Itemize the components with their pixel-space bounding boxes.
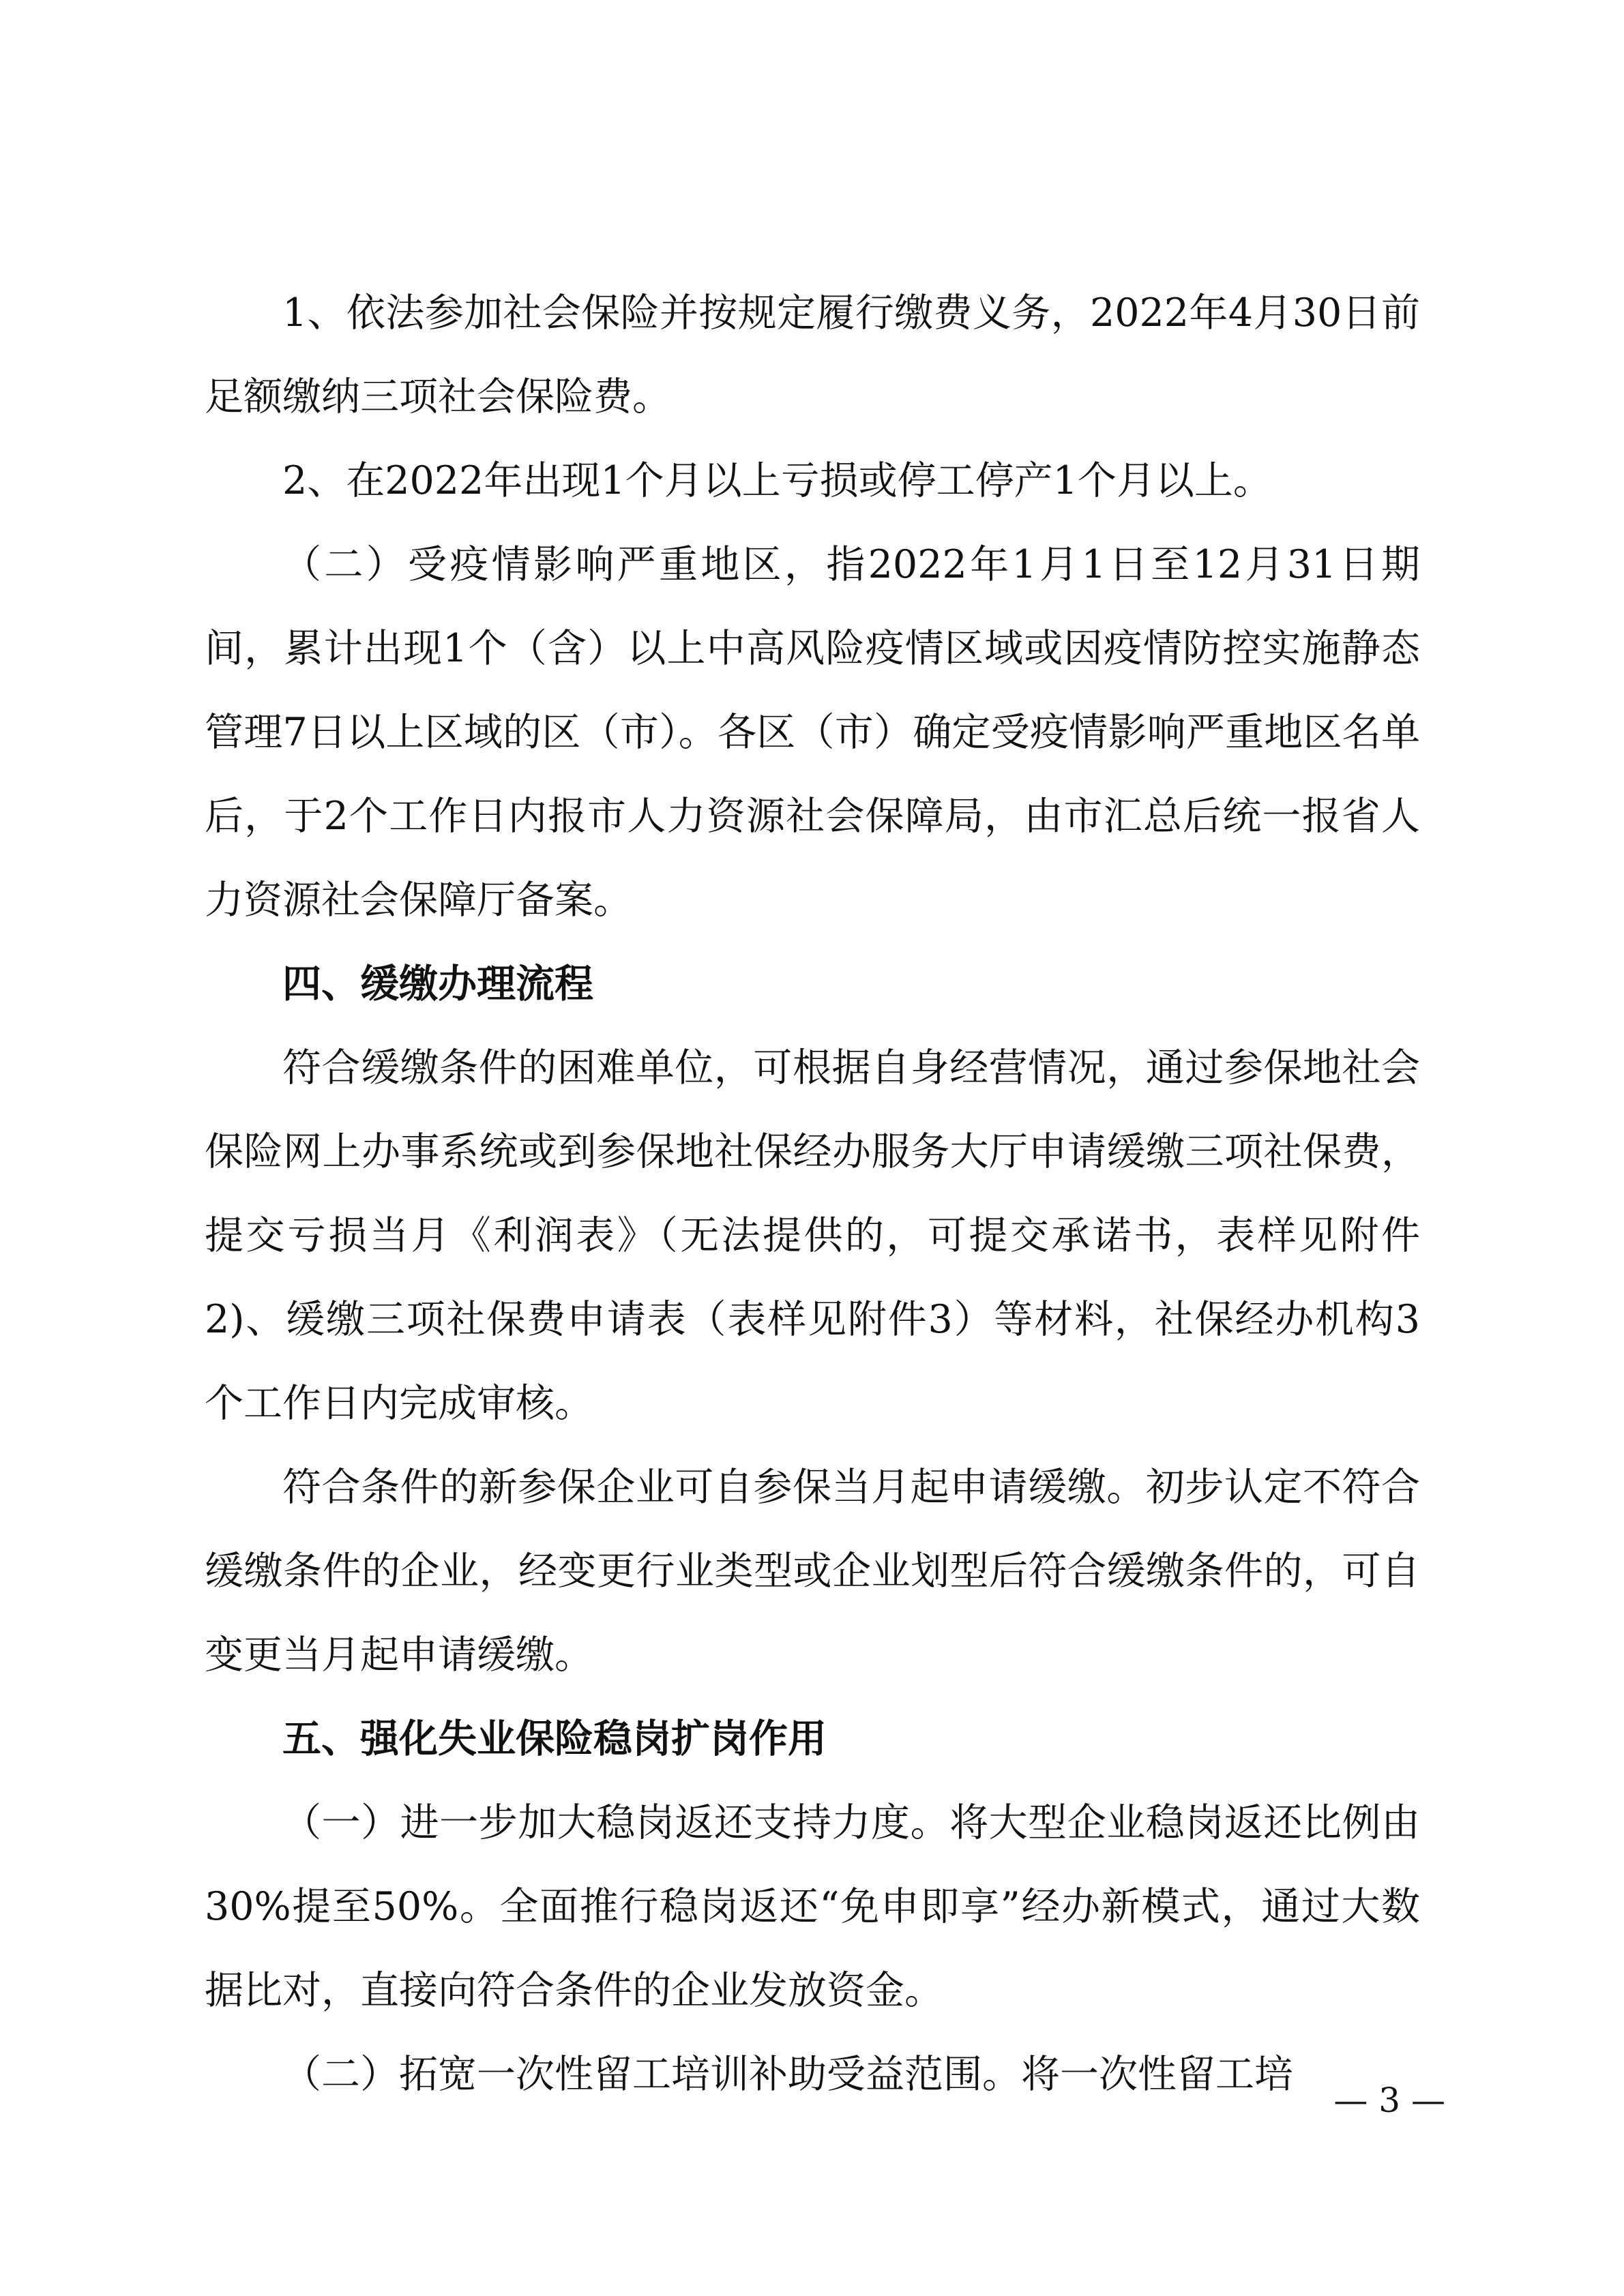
affected-area-definition-paragraph: （二）受疫情影响严重地区，指2022年1月1日至12月31日期间，累计出现1个（含）以上中高风险疫情区域或因疫情防控实施静态管理7日以上区域的区（市）。各区（市）确定受疫情影响严重地区名单后，于2个工作日内报市人力资源社会保障局，由市汇总后统一报省人力资源社会保障厅备案。 xyxy=(205,542,1420,923)
section-heading-4: 四、缓缴办理流程 xyxy=(282,961,593,1007)
clause-1-paragraph: 1、依法参加社会保险并按规定履行缴费义务，2022年4月30日前足额缴纳三项社会保险费。 xyxy=(205,290,1420,419)
new-enterprise-paragraph: 符合条件的新参保企业可自参保当月起申请缓缴。初步认定不符合缓缴条件的企业，经变更行业类型或企业划型后符合缓缴条件的，可自变更当月起申请缓缴。 xyxy=(205,1465,1420,1678)
section-heading-5: 五、强化失业保险稳岗扩岗作用 xyxy=(282,1716,827,1761)
deferral-process-paragraph: 符合缓缴条件的困难单位，可根据自身经营情况，通过参保地社会保险网上办事系统或到参保地社保经办服务大厅申请缓缴三项社保费，提交亏损当月《利润表》（无法提供的，可提交承诺书，表样见附件2)、缓缴三项社保费申请表（表样见附件3）等材料，社保经办机构3个工作日内完成审核。 xyxy=(205,1045,1420,1426)
training-subsidy-paragraph: （二）拓宽一次性留工培训补助受益范围。将一次性留工培 xyxy=(282,2052,1293,2097)
job-stabilization-refund-paragraph: （一）进一步加大稳岗返还支持力度。将大型企业稳岗返还比例由30%提至50%。全面推行稳岗返还“免申即享”经办新模式，通过大数据比对，直接向符合条件的企业发放资金。 xyxy=(205,1800,1420,2013)
page-number: — 3 — xyxy=(1333,2081,1445,2120)
clause-2-paragraph: 2、在2022年出现1个月以上亏损或停工停产1个月以上。 xyxy=(282,458,1272,503)
document-body xyxy=(205,271,1420,2117)
